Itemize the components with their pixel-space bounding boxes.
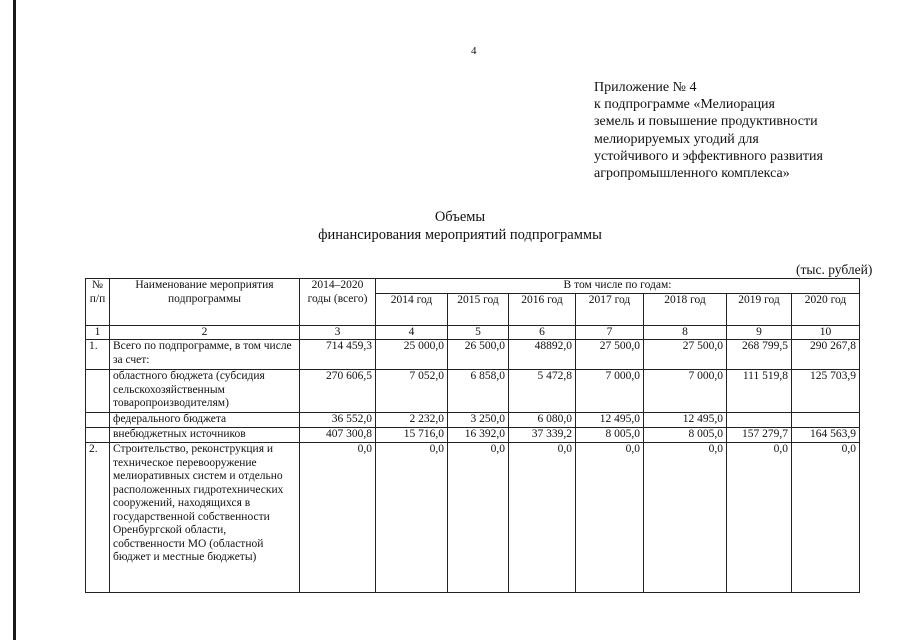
units-label: (тыс. рублей) [796, 262, 873, 277]
value-cell: 268 799,5 [727, 340, 792, 370]
value-cell: 0,0 [727, 443, 792, 593]
appendix-line: Приложение № 4 [594, 80, 697, 95]
value-cell: 6 080,0 [509, 413, 576, 428]
header-num: № п/п [86, 279, 110, 326]
value-cell: 2 232,0 [376, 413, 448, 428]
index-cell: 6 [509, 325, 576, 340]
value-cell: 3 250,0 [448, 413, 509, 428]
value-cell: 48892,0 [509, 340, 576, 370]
value-cell: 25 000,0 [376, 340, 448, 370]
appendix-line: земель и повышение продуктивности [594, 114, 818, 130]
financing-table [85, 278, 860, 593]
index-cell: 3 [300, 325, 376, 340]
value-cell: 36 552,0 [300, 413, 376, 428]
index-cell: 2 [110, 325, 300, 340]
title-line-2: финансирования мероприятий подпрограммы [318, 227, 602, 243]
index-cell: 9 [727, 325, 792, 340]
value-cell: 16 392,0 [448, 428, 509, 443]
row-name: федерального бюджета [110, 413, 300, 428]
title-line-1: Объемы [434, 209, 486, 225]
value-cell: 714 459,3 [300, 340, 376, 370]
header-total: 2014–2020 годы (всего) [300, 279, 376, 326]
header-year: 2018 год [644, 293, 727, 325]
row-name: Всего по подпрограмме, в том числе за счет: [110, 340, 300, 370]
value-cell: 157 279,7 [727, 428, 792, 443]
row-name: внебюджетных источников [110, 428, 300, 443]
value-cell: 27 500,0 [644, 340, 727, 370]
value-cell: 0,0 [300, 443, 376, 593]
value-cell [727, 413, 792, 428]
value-cell: 5 472,8 [509, 370, 576, 413]
value-cell: 12 495,0 [576, 413, 644, 428]
value-cell: 27 500,0 [576, 340, 644, 370]
value-cell: 12 495,0 [644, 413, 727, 428]
value-cell: 164 563,9 [792, 428, 860, 443]
value-cell: 407 300,8 [300, 428, 376, 443]
table-row [86, 443, 860, 593]
value-cell [792, 413, 860, 428]
table-row [86, 370, 860, 413]
appendix-line: устойчивого и эффективного развития [594, 148, 823, 164]
row-name: Строительство, реконструкция и техническое перевооружение мелиоративных систем и отдельно расположенных гидротехнических сооружений, находящихся в государственной собственности Оренбургской области, собственности МО (областной бюджет и местные бюджеты) [110, 443, 300, 593]
value-cell: 37 339,2 [509, 428, 576, 443]
index-cell: 1 [86, 325, 110, 340]
header-year: 2020 год [792, 293, 860, 325]
column-index-row [86, 325, 860, 340]
header-name: Наименование мероприятия подпрограммы [110, 279, 300, 326]
binding-edge-line [13, 0, 16, 640]
value-cell: 0,0 [509, 443, 576, 593]
value-cell: 290 267,8 [792, 340, 860, 370]
row-num [86, 413, 110, 428]
value-cell: 26 500,0 [448, 340, 509, 370]
row-num: 2. [86, 443, 110, 593]
value-cell: 8 005,0 [576, 428, 644, 443]
row-num [86, 428, 110, 443]
value-cell: 15 716,0 [376, 428, 448, 443]
table-row [86, 428, 860, 443]
appendix-line: агропромышленного комплекса» [594, 166, 790, 182]
value-cell: 7 000,0 [576, 370, 644, 413]
row-num [86, 370, 110, 413]
header-years-group: В том числе по годам: [376, 279, 860, 294]
value-cell: 7 000,0 [644, 370, 727, 413]
document-title [300, 208, 620, 244]
appendix-line: к подпрограмме «Мелиорация [594, 97, 775, 113]
value-cell: 7 052,0 [376, 370, 448, 413]
appendix-header [594, 79, 823, 182]
header-year: 2019 год [727, 293, 792, 325]
table-row [86, 340, 860, 370]
value-cell: 0,0 [448, 443, 509, 593]
page-number: 4 [471, 45, 477, 57]
value-cell: 8 005,0 [644, 428, 727, 443]
value-cell: 0,0 [792, 443, 860, 593]
header-year: 2016 год [509, 293, 576, 325]
row-name: областного бюджета (субсидия сельскохозяйственным товаропроизводителям) [110, 370, 300, 413]
header-year: 2015 год [448, 293, 509, 325]
value-cell: 0,0 [576, 443, 644, 593]
row-num: 1. [86, 340, 110, 370]
index-cell: 7 [576, 325, 644, 340]
value-cell: 270 606,5 [300, 370, 376, 413]
value-cell: 111 519,8 [727, 370, 792, 413]
value-cell: 125 703,9 [792, 370, 860, 413]
appendix-line: мелиорируемых угодий для [594, 131, 759, 147]
value-cell: 0,0 [376, 443, 448, 593]
index-cell: 5 [448, 325, 509, 340]
index-cell: 4 [376, 325, 448, 340]
index-cell: 8 [644, 325, 727, 340]
value-cell: 6 858,0 [448, 370, 509, 413]
header-year: 2017 год [576, 293, 644, 325]
header-year: 2014 год [376, 293, 448, 325]
table-row [86, 413, 860, 428]
index-cell: 10 [792, 325, 860, 340]
value-cell: 0,0 [644, 443, 727, 593]
